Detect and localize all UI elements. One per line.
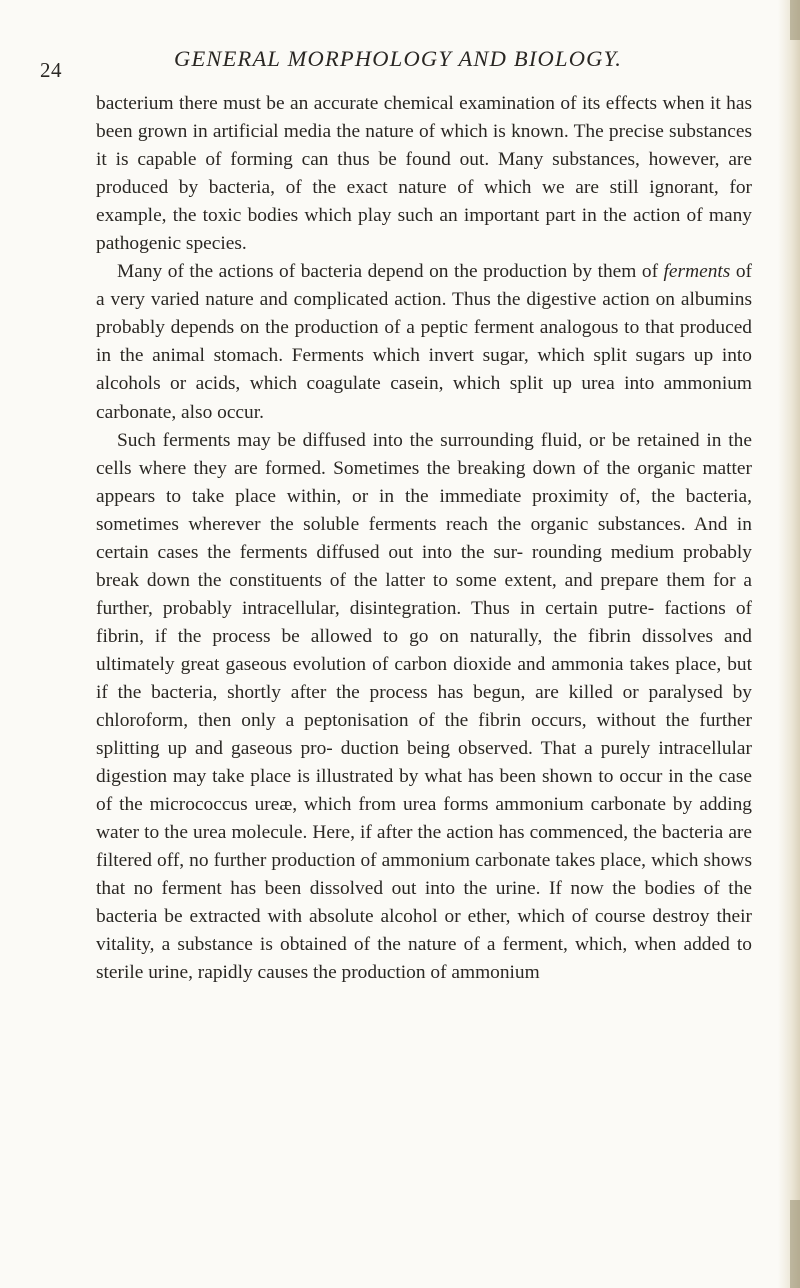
paragraph-2 <box>96 258 752 426</box>
page-number: 24 <box>40 58 62 82</box>
page-edge-mark-bottom <box>790 1200 800 1288</box>
body-text <box>96 90 752 988</box>
paragraph-3 <box>96 427 752 988</box>
page-edge-shadow <box>778 0 800 1288</box>
running-head: GENERAL MORPHOLOGY AND BIOLOGY. <box>174 46 623 71</box>
paragraph-3-text: Such ferments may be diffused into the surrounding fluid, or be retained in the cells where they are formed. Sometimes the breaking down of the organic matter appears to take place within, or in the immediate proximity of, the bacteria, sometimes wherever the soluble ferments reach the organic substances. And in certain cases the ferments diffused out into the sur- rounding medium probably break down the constituents of the latter to some extent, and prepare them for a further, probably intracellular, disintegration. Thus in certain putre- factions of fibrin, if the process be allowed to go on naturally, the fibrin dissolves and ultimately great gaseous evolution of carbon dioxide and ammonia takes place, but if the bacteria, shortly after the process has begun, are killed or paralysed by chloroform, then only a peptonisation of the fibrin occurs, without the further splitting up and gaseous pro- duction being observed. That a purely intracellular digestion may take place is illustrated by what has been shown to occur in the case of the micrococcus ureæ, which from urea forms ammonium carbonate by adding water to the urea molecule. Here, if after the action has commenced, the bacteria are filtered off, no further production of ammonium carbonate takes place, which shows that no ferment has been dissolved out into the urine. If now the bodies of the bacteria be extracted with absolute alcohol or ether, which of course destroy their vitality, a substance is obtained of the nature of a ferment, which, when added to sterile urine, rapidly causes the production of ammonium <box>96 429 752 984</box>
paragraph-2-text-end: of a very varied nature and complicated action. Thus the digestive action on albumins probably depends on the production of a peptic ferment analogous to that produced in the animal stomach. Ferments which invert sugar, which split sugars up into alcohols or acids, which coagulate casein, which split up urea into ammonium carbonate, also occur. <box>96 261 752 423</box>
page-edge-mark-top <box>790 0 800 40</box>
paragraph-1-text: bacterium there must be an accurate chemical examination of its effects when it has been grown in artificial media the nature of which is known. The precise substances it is capable of forming can thus be found out. Many substances, however, are produced by bacteria, of the exact nature of which we are still ignorant, for example, the toxic bodies which play such an important part in the action of many pathogenic species. <box>96 93 752 255</box>
paragraph-1 <box>96 90 752 258</box>
paragraph-2-text-start: Many of the actions of bacteria depend on the production by them of <box>117 261 664 283</box>
italic-term-ferments: ferments <box>663 261 731 283</box>
